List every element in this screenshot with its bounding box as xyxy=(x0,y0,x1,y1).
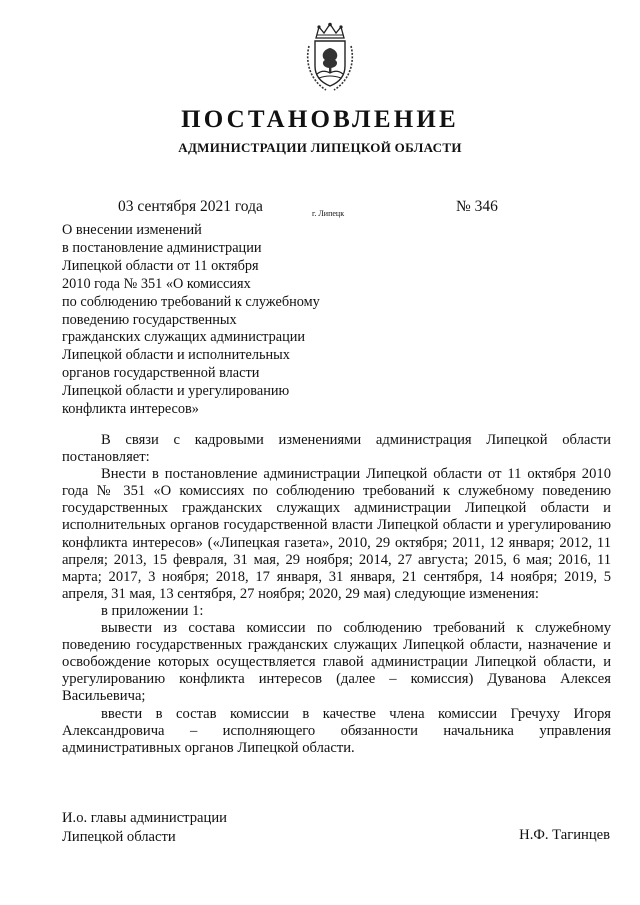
document-title: ПОСТАНОВЛЕНИЕ xyxy=(181,106,459,133)
body-paragraph: ввести в состав комиссии в качестве члена комиссии Гречуху Игоря Александровича – исполняющего обязанности начальника управления административных органов Липецкой области. xyxy=(62,705,611,756)
subject-line: Липецкой области от 11 октября xyxy=(62,257,259,274)
signatory-title-line: Липецкой области xyxy=(62,828,176,845)
subject-line: Липецкой области и исполнительных xyxy=(62,347,290,364)
document-body xyxy=(62,432,611,757)
subject-line: 2010 года № 351 «О комиссиях xyxy=(62,275,251,292)
document-number: № 346 xyxy=(456,198,498,215)
subject-line: по соблюдению требований к служебному xyxy=(62,293,320,310)
signatory-title-line: И.о. главы администрации xyxy=(62,810,227,826)
subject-block xyxy=(62,222,362,419)
subject-line: О внесении изменений xyxy=(62,222,202,238)
issuer-subtitle: АДМИНИСТРАЦИИ ЛИПЕЦКОЙ ОБЛАСТИ xyxy=(178,140,462,155)
subject-line: гражданских служащих администрации xyxy=(62,329,306,346)
subject-line: конфликта интересов» xyxy=(62,401,199,418)
signatory-name: Н.Ф. Тагинцев xyxy=(519,827,610,843)
document-city: г. Липецк xyxy=(312,209,345,218)
signatory-title xyxy=(62,809,227,846)
document-date: 03 сентября 2021 года xyxy=(118,198,263,215)
body-paragraph: В связи с кадровыми изменениями администрация Липецкой области постановляет: xyxy=(62,432,611,466)
body-paragraph: вывести из состава комиссии по соблюдению требований к служебному поведению государственных гражданских служащих Липецкой области, назначение и освобождение которых осуществляется главой администрации Липецкой области, и урегулированию конфликта интересов (далее – комиссия) Дуванова Алексея Васильевича; xyxy=(62,620,611,705)
subject-line: органов государственной власти xyxy=(62,365,260,382)
body-paragraph: Внести в постановление администрации Липецкой области от 11 октября 2010 года № 351 «О комиссиях по соблюдению требований к служебному поведению государственных гражданских служащих администрации Липецкой области и исполнительных органов государственной власти Липецкой области и урегулированию конфликта интересов» («Липецкая газета», 2010, 29 октября; 2011, 12 января; 2012, 11 апреля; 2013, 15 февраля, 31 мая, 29 ноября; 2014, 27 августа; 2015, 6 мая; 2016, 11 марта; 2017, 3 ноября; 2018, 17 января, 31 января, 21 сентября, 14 ноября; 2019, 5 апреля, 31 мая, 13 сентября, 27 ноября; 2020, 29 мая) следующие изменения: xyxy=(62,466,611,602)
subject-line: в постановление администрации xyxy=(62,239,262,256)
body-paragraph: в приложении 1: xyxy=(101,602,204,619)
subject-line: Липецкой области и урегулированию xyxy=(62,383,290,400)
coat-of-arms-icon xyxy=(304,22,356,92)
subject-line: поведению государственных xyxy=(62,311,237,328)
